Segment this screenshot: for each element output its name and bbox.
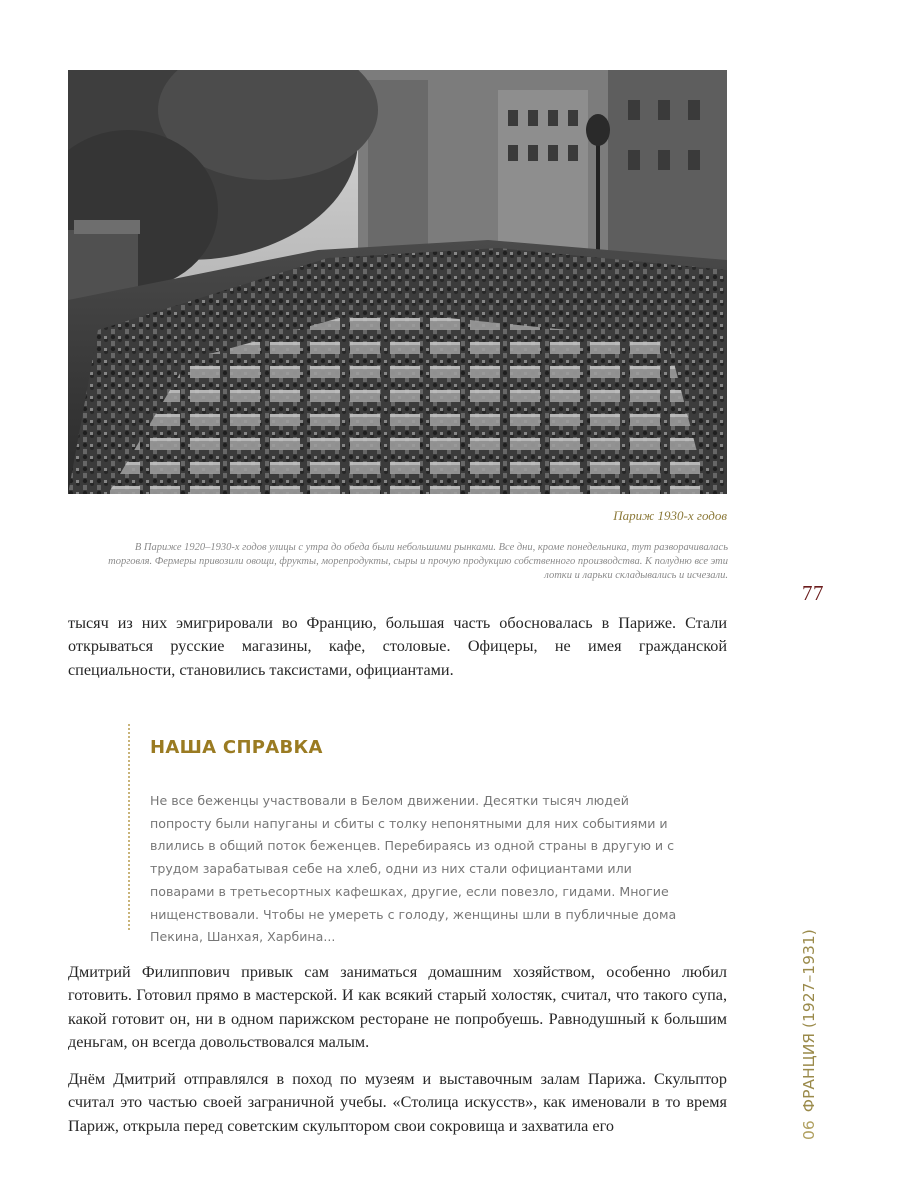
chapter-side-label [800, 929, 818, 1140]
chapter-number: 06 [800, 1120, 818, 1140]
photo-caption-text: В Париже 1920–1930-х годов улицы с утра до обеда были небольшими рынками. Все дни, кроме понедельника, тут разворачивалась торговля. Фермеры привозили овощи, фрукты, морепродукты, сыры и прочую продукцию собственного производства. К полудню все эти лотки и ларьки складывались и исчезали. [108, 542, 728, 581]
reference-dotted-rule [128, 724, 130, 930]
reference-box [128, 724, 688, 945]
body-paragraph: Дмитрий Филиппович привык сам заниматься домашним хозяйством, особенно любил готовить. Готовил прямо в мастерской. И как всякий старый холостяк, считал, что такого супа, какой готовит он, ни в одном парижском ресторане не попробуешь. Равнодушный к большим деньгам, он всегда довольствовался малым. [68, 963, 727, 1051]
market-photo-image [68, 70, 727, 494]
page-number: 77 [802, 581, 824, 605]
reference-text: Не все беженцы участвовали в Белом движении. Десятки тысяч людей попросту были напуганы и сбиты с толку непонятными для них событиями и влились в общий поток беженцев. Перебираясь из одной страны в другую и с трудом зарабатывая себе на хлеб, одни из них стали официантами или поварами в третьесортных кафешках, другие, если повезло, гидами. Многие нищенствовали. Чтобы не умереть с голоду, женщины шли в публичные дома Пекина, Шанхая, Харбина... [150, 793, 677, 945]
chapter-title: ФРАНЦИЯ (1927–1931) [800, 929, 818, 1113]
market-photo [68, 70, 727, 494]
reference-title: НАША СПРАВКА [150, 737, 323, 758]
body-paragraph: тысяч из них эмигрировали во Францию, большая часть обосновалась в Париже. Стали открываться русские магазины, кафе, столовые. Офицеры, не имея гражданской специальности, становились таксистами, официантами. [68, 614, 727, 679]
photo-caption-title: Париж 1930-х годов [613, 508, 727, 523]
body-paragraph: Днём Дмитрий отправлялся в поход по музеям и выставочным залам Парижа. Скульптор считал это частью своей заграничной учебы. «Столица искусств», как именовали в то время Париж, открыла перед советским скульптором свои сокровища и захватила его [68, 1070, 727, 1135]
